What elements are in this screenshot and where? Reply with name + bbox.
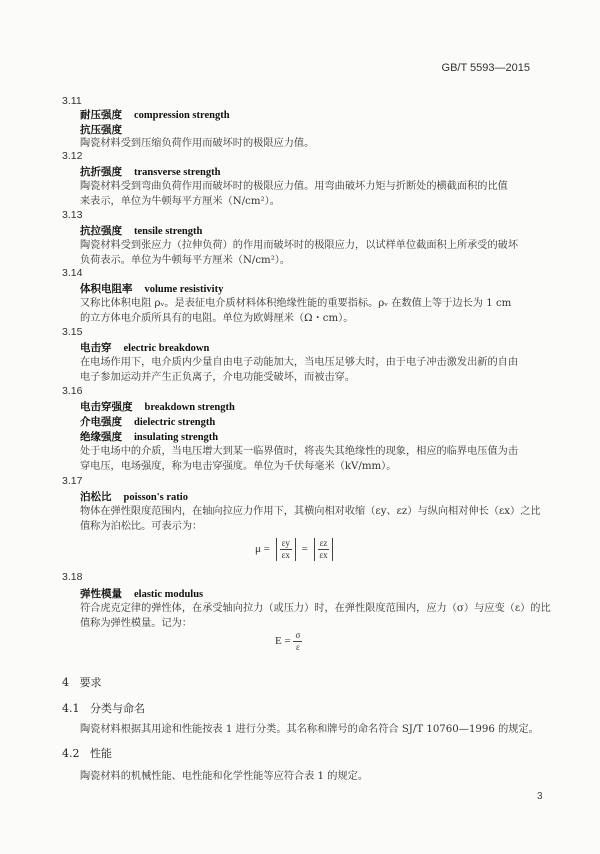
elastic-modulus-formula: E = $\frac{\sigma}{\varepsilon}$ xyxy=(275,630,301,652)
subsection-text: 陶瓷材料根据其用途和性能按表 1 进行分类。其名称和牌号的命名符合 SJ/T 10760—1996 的规定。 xyxy=(80,724,539,735)
clause-number: 3.15 xyxy=(62,326,83,338)
term-heading: 电击穿 electric breakdown xyxy=(80,342,210,354)
definition-line: 又称比体积电阻 ρᵥ。是表征电介质材料体积绝缘性能的重要指标。ρᵥ 在数值上等于边长为 1 cm xyxy=(80,298,512,309)
definition-line: 处于电场中的介质，当电压增大到某一临界值时，将丧失其绝缘性的现象，相应的临界电压值为击 xyxy=(80,446,519,457)
poisson-ratio-formula: μ = $\frac{\varepsilon y}{\varepsilon x}$ = $\frac{\varepsilon z}{\varepsilon x}$ xyxy=(255,538,336,561)
term-heading: 泊松比 poisson's ratio xyxy=(80,491,188,503)
standard-code-header: GB/T 5593—2015 xyxy=(441,62,530,74)
definition-line: 的立方体电介质所具有的电阻。单位为欧姆厘米（Ω・cm）。 xyxy=(80,313,354,324)
clause-number: 3.16 xyxy=(62,385,83,397)
subsection-heading: 4.1 分类与命名 xyxy=(62,702,145,715)
definition-line: 陶瓷材料受到弯曲负荷作用而破坏时的极限应力值。用弯曲破坏力矩与折断处的横截面积的比值 xyxy=(80,181,508,192)
term-heading: 体积电阻率 volume resistivity xyxy=(80,283,224,295)
clause-number: 3.17 xyxy=(62,475,83,487)
definition-line: 陶瓷材料受到压缩负荷作用而破坏时的极限应力值。 xyxy=(80,138,315,149)
term-heading: 绝缘强度 insulating strength xyxy=(80,431,219,443)
term-heading: 耐压强度 compression strength xyxy=(80,109,230,121)
term-heading: 介电强度 dielectric strength xyxy=(80,416,216,428)
definition-line: 来表示，单位为牛顿每平方厘米（N/cm²）。 xyxy=(80,196,280,207)
subsection-heading: 4.2 性能 xyxy=(62,747,112,760)
clause-number: 3.12 xyxy=(62,150,83,162)
page-number: 3 xyxy=(537,791,543,802)
definition-line: 值称为泊松比。可表示为： xyxy=(80,521,203,532)
clause-number: 3.14 xyxy=(62,267,83,279)
clause-number: 3.13 xyxy=(62,209,83,221)
term-heading: 抗折强度 transverse strength xyxy=(80,166,221,178)
definition-line: 在电场作用下，电介质内少量自由电子动能加大，当电压足够大时，由于电子冲击激发出新的自由 xyxy=(80,357,519,368)
section-heading: 4 要求 xyxy=(62,676,102,689)
definition-line: 符合虎克定律的弹性体，在承受轴向拉力（或压力）时，在弹性限度范围内，应力（σ）与应变（ε）的比 xyxy=(80,603,551,614)
term-heading: 电击穿强度 breakdown strength xyxy=(80,401,235,413)
definition-line: 物体在弹性限度范围内，在轴向拉应力作用下，其横向相对收缩（εy、εz）与纵向相对伸长（εx）之比 xyxy=(80,506,541,517)
term-heading: 弹性模量 elastic modulus xyxy=(80,588,204,600)
definition-line: 穿电压，电场强度，称为电击穿强度。单位为千伏每毫米（kV/mm）。 xyxy=(80,461,397,472)
definition-line: 陶瓷材料受到张应力（拉伸负荷）的作用而破坏时的极限应力，以试样单位截面积上所承受的破坏 xyxy=(80,240,519,251)
clause-number: 3.18 xyxy=(62,571,83,583)
subsection-text: 陶瓷材料的机械性能、电性能和化学性能等应符合表 1 的规定。 xyxy=(80,771,369,782)
definition-line: 电子参加运动并产生正负离子，介电功能受破坏，而被击穿。 xyxy=(80,372,356,383)
definition-line: 负荷表示。单位为牛顿每平方厘米（N/cm²）。 xyxy=(80,255,291,266)
term-heading: 抗拉强度 tensile strength xyxy=(80,225,203,237)
clause-number: 3.11 xyxy=(62,95,82,107)
definition-line: 值称为弹性模量。记为： xyxy=(80,618,193,629)
term-heading: 抗压强度 xyxy=(80,124,122,136)
